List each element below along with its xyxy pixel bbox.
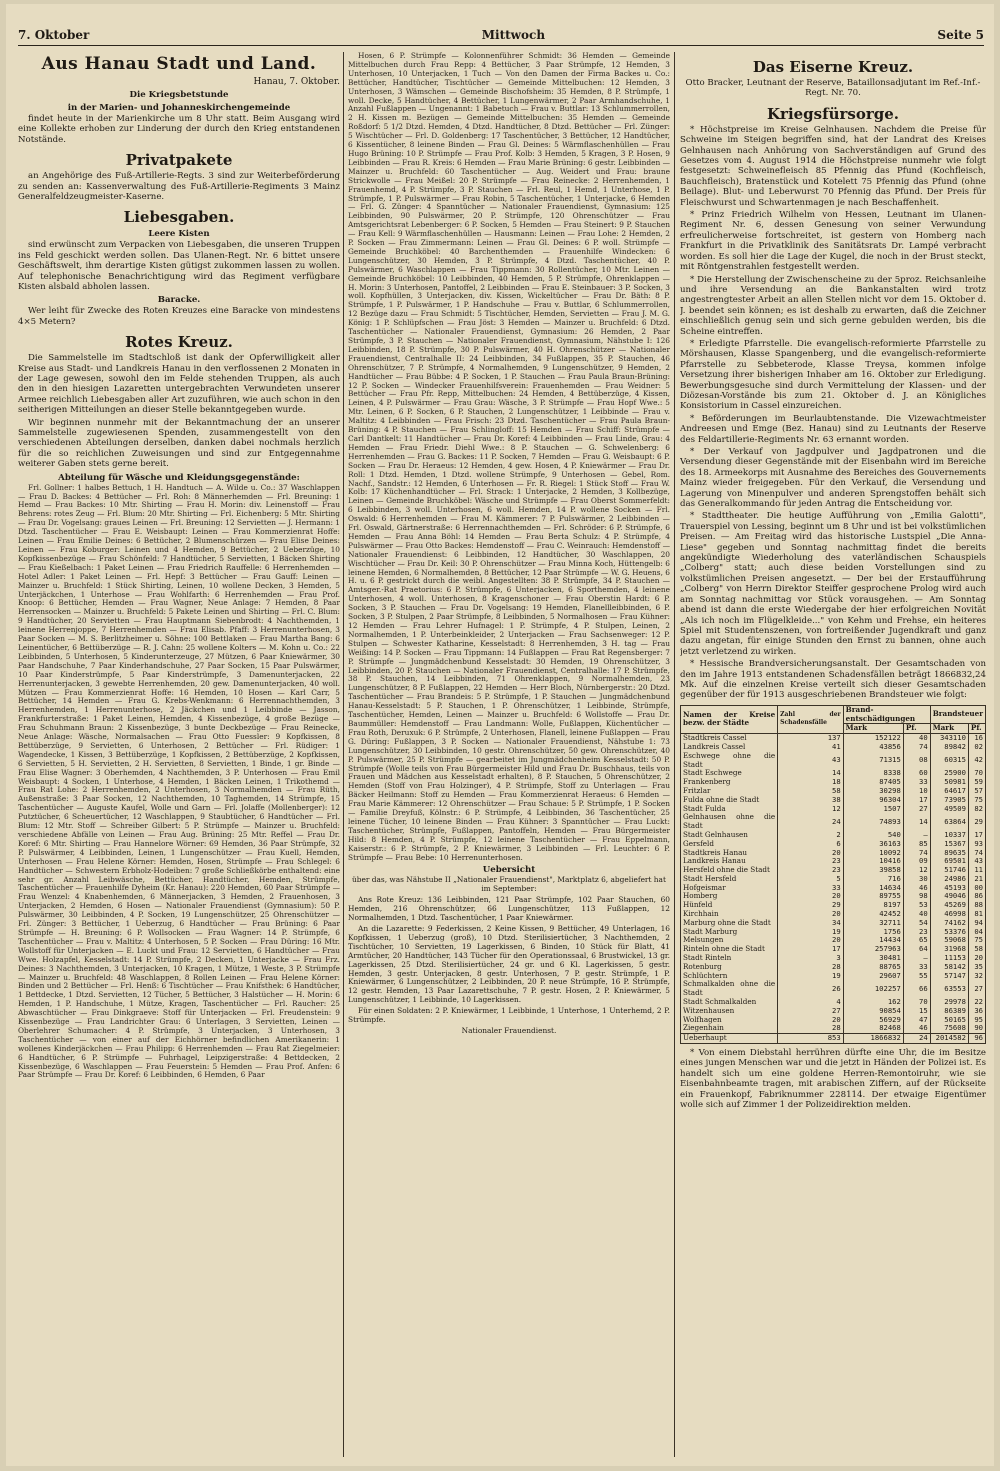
article-text: * Von einem Diebstahl herrühren dürfte eine Uhr, die im Besitze eines jungen Menschen war und die jetzt in Händen der Polizei ist. Es handelt sich um eine goldene Herren-Remontoiruhr, wie sie Eisenbahnbeamte tragen, mit arabischen Ziffern, auf der Rückseite ein Frauenkopf, Fabriknummer 228114. Der etwaige Eigentümer wolle sich auf Zimmer 1 der Polizeidirektion melden. bbox=[680, 1048, 986, 1111]
table-cell: 137 bbox=[778, 734, 844, 743]
table-cell: 18 bbox=[778, 778, 844, 787]
table-cell: 53376 bbox=[930, 928, 968, 937]
table-cell: 33 bbox=[778, 884, 844, 893]
table-cell: 59 bbox=[968, 778, 985, 787]
table-cell: 36163 bbox=[843, 840, 903, 849]
table-cell: Landkreis Hanau bbox=[681, 857, 778, 866]
table-cell: Stadt Fulda bbox=[681, 805, 778, 814]
table-cell: 716 bbox=[843, 875, 903, 884]
donation-list-text: Hosen, 6 P. Strümpfe — Kolonnenführer Schmidt: 36 Hemden — Gemeinde Mittelbuchen durch Frau Repp: 4 Bettücher, 3 Paar Strümpfe, 12 Hemden, 3 Unterhosen, 10 Unterjacken, 1 Tuch — Von den Damen der Firma Backes u. Co.: Bettücher, Handtücher, Tischtücher — Gemeinde Mittelbuchen: 12 Hemden, 3 Unterhosen, 3 Wämschen — Gemeinde Bischofsheim: 35 Hemden, 8 P. Strümpfe, 1 woll. Decke, 5 Handtücher, 4 Bettücher, 1 Lungenwärmer, 2 Paar Armhandschuhe, 1 Anzahl Fußlappen — Ungenannt: 1 Babetuch — Frau v. Buttlar: 13 Schlummerrollen, 2 H. Kissen m. Bezügen — Gemeinde Mittelbuchen: 35 Hemden — Gemeinde Roßdorf: 5 1/2 Dtzd. Hemden, 4 Dtzd. Handtücher, 8 Dtzd. Bettücher — Frl. Zünger: 5 Wischtücher — Frl. D. Goldenberg: 17 Taschentücher, 3 Bettücher, 12 Handtücher, 6 Kissentücher, 8 leinene Binden — Frau Gl. Deines: 5 Wärmflaschenhüllen — Frau Hugo Brüning: 10 P. Strümpfe — Frau Prof. Kolb: 3 Hemden, 5 Kragen, 3 P. Hosen, 9 Leibbinden — Frau R. Kreis: 6 Hemden — Frau Marie Brüning: 6 gestr. Leibbinden — Mainzer u. Bruchfeld: 60 Taschentücher — Aug. Weidert und Frau: braune Strickwolle — Frau Meißel: 20 P. Strümpfe — Frau Reinecke: 2 Herrenhemden, 1 Frauenhemd, 4 P. Strümpfe, 3 P. Stauchen — Frl. Reul, 1 Hemd, 1 Unterhose, 1 P. Strümpfe, 1 P. Pulswärmer — Frau Robin, 5 Taschentücher, 1 Unterjacke, 6 Hemden — Frl. G. Zünger: 4 Spanntücher — Nationaler Frauendienst, Gymnasium: 125 Leibbinden, 90 Pulswärmer, 20 P. Strümpfe, 120 Ohrenschützer — Frau Amtsgerichtsrat Lebenberger: 6 P. Socken, 5 Hemden — Frau Steinert: 9 P. Stauchen — Frau Kell: 9 Wärmflaschenhüllen — Hausmann: Leinen — Frau Lohe: 2 Hemden, 2 P. Socken — Frau Zimmermann: Leinen — Frau Gl. Deines: 6 P. woll. Strümpfe — Gemeinde Bruchköbel: 40 Barchenthemden — Frauenhilfe Windecken: 6 Lungenschützer, 30 Hemden, 3 P. Strümpfe, 4 Dtzd. Taschentücher, 40 P. Pulswärmer, 6 Waschlappen — Frau Tippmann: 30 Rollentücher, 10 Mtr. Leinen — Gemeinde Bruchköbel: 10 Leibbinden, 40 Hemden, 5 P. Strümpfe, Ohrenklappen — H. Morin: 3 Unterhosen, Pantoffel, 2 Leibbinden — Frau E. Steinbauer: 3 P. Socken, 3 woll. Kopfhüllen, 3 Unterjacken, div. Kissen, Wickeltücher — Frau Dr. Bäth: 8 P. Strümpfe, 1 P. Pulswärmer, 1 P. Handschuhe — Frau v. Buttlar, 6 Schlummerrollen, 12 Bezüge dazu — Frau Schmidt: 5 Tischtücher, Hemden, Servietten — Frau J. M. G. König: 1 P. Schlüpfschen — Frau Jöst: 3 Hemden — Mainzer u. Bruchfeld: 6 Dtzd. Taschentücher — Nationaler Frauendienst, Gymnasium: 26 Hemden, 2 Paar Strümpfe, 3 P. Stauchen — Nationaler Frauendienst, Gymnasium, Nähstube I: 126 Leibbinden, 18 P. Strümpfe, 30 P. Pulswärmer, 40 H. Ohrenschützer — Nationaler Frauendienst, Centralhalle II: 24 Leibbinden, 34 Fußlappen, 35 P. Stauchen, 46 Ohrenschützer, 7 P. Strümpfe, 4 Normalhemden, 9 Lungenschützer, 9 Hemden, 2 Handtücher — Frau Bübbe: 4 P. Socken, 1 P. Stauchen — Frau Paula Braun-Brüning: 12 P. Socken — Windecker Frauenhilfsverein: Frauenhemden — Frau Weidner: 5 Bettücher — Frau Pfr. Repp, Mittelbuchen: 24 Hemden, 4 Bettüberzüge, 4 Kissen, Leinen, 4 P. Pulswärmer — Frau Grau: Wäsche, 3 P. Strümpfe — Frau Hopf Wwe.: 5 Mtr. Leinen, 6 P. Socken, 6 P. Stauchen, 2 Lungenschützer, 1 Leibbinde — Frau v. Maltitz: 4 Leibbinden — Frau Frisch: 23 Dtzd. Taschentücher — Frau Paula Braun-Brüning: 4 P. Stauchen — Frau Schlingloff: 15 Hemden — Frau Schiff: Strümpfe — Carl Dantkelt: 11 Handtücher — Frau Dr. Koref: 4 Leibbinden — Frau Linde, Grau: 4 Hemden — Frau Friedr. Diehl Wwe.: 8 P. Stauchen — G. Schwelenberg: 6 Herrenhemden — Frau G. Backes: 11 P. Socken, 7 Hemden — Frau G. Weisbaupt: 6 P. Socken — Frau Dr. Heraeus: 12 Hemden, 4 gew. Hosen, 4 P. Kniewärmer — Frau Dr. Roll: 1 Dtzd. Hemden, 1 Dtzd. wollene Strümpfe, 9 Unterhosen — Gebel, Rom. Nachf., Sandstr.: 12 Hemden, 6 Unterhosen — Fr. R. Riegel: 1 Stück Stoff — Frau W. Kolb: 17 Küchenhandtücher — Frl. Strack: 1 Unterjacke, 2 Hemden, 3 Kollbezüge, Leinen — Gemeinde Bruchköbel: Wäsche und Strümpfe — Frau Oberst Sommerfeldt: 6 Leibbinden, 3 woll. Unterhosen, 6 woll. Hemden, 14 P. wollene Socken — Frl. Oswald: 6 Herrenhemden — Frau M. Kämmerer: 7 P. Pulswärmer, 2 Leibbinden — Frl. Oswald, Gärtnerstraße: 6 Herrennachthemden — Frl. Schröder: 6 P. Strümpfe, 6 Hemden — Frau Anna Böhl: 14 Hemden — Frau Berta Schulz: 4 P. Strümpfe, 4 Pulswärmer — Frau Otto Backes: Hemdenstoff — Frau C. Weinrauch: Hemdenstoff — Nationaler Frauendienst: 6 Leibbinden, 12 Handtücher, 30 Waschlappen, 20 Wischtücher — Frau Dr. Keil: 30 P. Ohrenschützer — Frau Minna Koch, Hüttengelb: 6 leinene Hemden, 6 Normalhemden, 8 Bettücher, 12 Paar Strümpfe — W. G. Heuens, 6 H. u. 6 P. gestrickt durch die weibl. Angestellten: 38 P. Strümpfe, 34 P. Stauchen — Amtsger.-Rat Praetorius: 6 P. Strümpfe, 6 Unterjacken, 6 Sporthemden, 4 leinene Unterhosen, 4 woll. Unterhosen, 8 Kragenschoner — Frau Oberstin Hardt: 6 P. Socken, 3 P. Stauchen — Frau Dr. Vogelsang: 19 Hemden, Flanellleibbinden, 6 P. Socken, 3 P. Stulpen, 2 Paar Strümpfe, 8 Leibbinden, 5 Normalhosen — Frau Kühner: 12 Hemden — Frau Lehrer Hufnagel: 1 P. Strümpfe, 4 P. Stulpen, Leinen, 2 Normalhemden, 1 P. Unterbeinkleider, 2 Unterjacken — Frau Sachsenweger: 12 P. Stulpen — Schwester Katharine, Kesselstadt: 8 Herrenhemden, 3 H. tag — Frau Weißing: 14 P. Socken — Frau Tippmann: 14 Fußlappen — Frau Rat Regensberger: 7 P. Strümpfe — Jungmädchenbund Kesselstadt: 30 Hemden, 19 Ohrenschützer, 3 Leibbinden, 20 P. Stauchen — Nationaler Frauendienst, Centralhalle: 17 P. Strümpfe, 38 P. Stauchen, 14 Leibbinden, 71 Ohrenklappen, 9 Normalhemden, 23 Lungenschützer, 8 P. Fußlappen, 22 Hemden — Herr Bloch, Nürnbergerstr.: 20 Dtzd. Taschentücher — Frau Brandeis: 5 P. Strümpfe, 1 P. Stauchen — Jungmädchenbund Hanau-Kesselstadt: 5 P. Stauchen, 1 P. Ohrenschützer, 1 Leibbinde, Strümpfe, Taschentücher, Hemden, Leinen — Mainzer u. Bruchfeld: 6 Wollstoffe — Frau Dr. Baummüller: Hemdenstoff — Frau Landmann: Wolle, Fußlappen, Küchentücher — Frau Roth, Deruxuk: 6 P. Strümpfe, 2 Unterhosen, Flanell, leinene Fußlappen — Frau G. Düring: Fußlappen, 3 P. Socken — Nationaler Frauendienst, Nähstube 1: 73 Lungenschützer, 30 Leibbinden, 10 gestr. Ohrenschützer, 50 gew. Ohrenschützer, 40 P. Pulswärmer, 25 P. Strümpfe — gearbeitet im Jungmädchenheim Kesselstadt: 50 P. Strümpfe (Wolle teils von Frau Bürgermeister Hild und Frau Dr. Buschhaus, teils von Frauen und Mädchen aus Kesselstadt erhalten), 8 P. Stauchen, 5 Ohrenschützer, 2 Hemden (Stoff von Frau Holzinger), 4 P. Strümpfe, Stoff zu Unterlagen — Frau Bäcker Heilmann: Stoff zu Hemden — Frau Kommerzienrat Heraeus: 6 Hemden — Frau Marie Kämmerer: 12 Ohrenschützer — Frau Schaue: 5 P. Strümpfe, 1 P. Socken — Familie Dreyfuß, Kölnstr.: 6 P. Strümpfe, 4 Leibbinden, 36 Taschentücher, 25 leinene Tücher, 10 leinene Binden — Frau Kühner: 3 Spanntücher — Frau Luckt: Taschentücher, Strümpfe, Fußlappen, Pantoffeln, Hemden — Frau Bürgermeister Hild: 8 Hemden, 4 P. Strümpfe, 12 leinene Taschentücher — Frau Eppelmann, Kaiserstr.: 6 P. Strümpfe, 2 P. Kniewärmer, 3 Leibbinden — Frl. Leuchter: 6 P. Strümpfe — Frau Bebe: 10 Herrenunterhosen. bbox=[348, 52, 670, 862]
article-subheading: in der Marien- und Johanneskirchengemeinde bbox=[67, 102, 291, 113]
table-cell: 49509 bbox=[930, 805, 968, 814]
table-row bbox=[681, 831, 986, 840]
table-cell: 23 bbox=[778, 857, 844, 866]
table-cell: 98 bbox=[903, 892, 930, 901]
article-heading: Rotes Kreuz. bbox=[125, 333, 233, 352]
table-cell: 6 bbox=[778, 840, 844, 849]
table-cell: 75608 bbox=[930, 1024, 968, 1033]
table-cell: — bbox=[903, 831, 930, 840]
table-cell: 11 bbox=[968, 866, 985, 875]
table-cell: 14 bbox=[778, 769, 844, 778]
header-page-number: Seite 5 bbox=[937, 28, 984, 42]
table-cell: 17 bbox=[968, 831, 985, 840]
table-cell: Stadt Hersfeld bbox=[681, 875, 778, 884]
table-cell: 63553 bbox=[930, 980, 968, 998]
table-cell: 39858 bbox=[843, 866, 903, 875]
table-cell: 88765 bbox=[843, 963, 903, 972]
table-cell: 5 bbox=[778, 875, 844, 884]
table-cell: Stadtkreis Hanau bbox=[681, 849, 778, 858]
table-cell: 71315 bbox=[843, 752, 903, 770]
table-cell: Rinteln ohne die Stadt bbox=[681, 945, 778, 954]
article-text: Die Sammelstelle im Stadtschloß ist dank der Opferwilligkeit aller Kreise aus Stadt- und Landkreis Hanau in den verflossenen 2 Monaten in der Lage gewesen, sowohl den im Felde stehenden Truppen, als auch den in den hiesigen Lazaretten untergebrachten Verwundeten unserer Armee reichlich Liebesgaben aller Art zuzuführen, wie auch schon in den seitherigen Mitteilungen an dieser Stelle bekanntgegeben wurde. bbox=[18, 353, 340, 416]
table-cell: Gersfeld bbox=[681, 840, 778, 849]
table-cell: 64617 bbox=[930, 787, 968, 796]
table-cell: 19 bbox=[778, 972, 844, 981]
table-cell: 02 bbox=[968, 743, 985, 752]
table-cell: Schlüchtern bbox=[681, 972, 778, 981]
table-cell: 58 bbox=[778, 787, 844, 796]
table-cell: 50165 bbox=[930, 1016, 968, 1025]
table-cell: 90 bbox=[968, 1024, 985, 1033]
table-cell: 89842 bbox=[930, 743, 968, 752]
table-cell: 10416 bbox=[843, 857, 903, 866]
table-cell: 17 bbox=[778, 945, 844, 954]
table-cell: 70 bbox=[903, 998, 930, 1007]
table-cell: 33 bbox=[903, 778, 930, 787]
table-cell: 8338 bbox=[843, 769, 903, 778]
table-cell: 09 bbox=[903, 857, 930, 866]
table-cell: 10337 bbox=[930, 831, 968, 840]
table-row bbox=[681, 813, 986, 831]
table-cell: Stadt Eschwege bbox=[681, 769, 778, 778]
table-cell: 86389 bbox=[930, 1007, 968, 1016]
table-cell: 89755 bbox=[843, 892, 903, 901]
table-cell: 57147 bbox=[930, 972, 968, 981]
table-cell: 11153 bbox=[930, 954, 968, 963]
table-cell: 59068 bbox=[930, 936, 968, 945]
table-cell: 42 bbox=[968, 752, 985, 770]
table-cell: 42452 bbox=[843, 910, 903, 919]
table-cell: 81 bbox=[968, 910, 985, 919]
dateline: Hanau, 7. Oktober. bbox=[253, 77, 340, 87]
table-cell: 24986 bbox=[930, 875, 968, 884]
article-subheading: Leere Kisten bbox=[148, 229, 210, 240]
table-cell: 24 bbox=[903, 1034, 930, 1044]
table-cell: 31968 bbox=[930, 945, 968, 954]
article-heading: Die Kriegsbetstunde bbox=[129, 89, 229, 100]
table-cell: 20 bbox=[778, 892, 844, 901]
table-cell: 14634 bbox=[843, 884, 903, 893]
article-text: sind erwünscht zum Verpacken von Liebesgaben, die unseren Truppen ins Feld geschickt werden sollen. Das Ulanen-Regt. Nr. 6 bittet unsere Geschäftswelt, ihm derartige Kisten gütigst zukommen lassen zu wollen. Auf telephonische Benachrichtigung wird das Regiment verfügbare Kisten alsbald abholen lassen. bbox=[18, 240, 340, 292]
table-cell: 65 bbox=[903, 936, 930, 945]
table-cell: 47 bbox=[903, 1016, 930, 1025]
table-cell: 49046 bbox=[930, 892, 968, 901]
table-body bbox=[681, 734, 986, 1044]
table-cell: Hersfeld ohne die Stadt bbox=[681, 866, 778, 875]
table-cell: Witzenhausen bbox=[681, 1007, 778, 1016]
table-cell: 29 bbox=[968, 813, 985, 831]
table-cell: 56929 bbox=[843, 1016, 903, 1025]
table-cell: 55 bbox=[903, 972, 930, 981]
table-cell: 20 bbox=[778, 936, 844, 945]
table-cell: 64 bbox=[903, 945, 930, 954]
article-heading: Privatpakete bbox=[125, 151, 233, 170]
table-cell: 41 bbox=[778, 743, 844, 752]
table-cell: 10092 bbox=[843, 849, 903, 858]
table-cell: 74 bbox=[903, 849, 930, 858]
table-total-row bbox=[681, 1034, 986, 1044]
table-cell: Fritzlar bbox=[681, 787, 778, 796]
table-cell: 540 bbox=[843, 831, 903, 840]
table-cell: 2014582 bbox=[930, 1034, 968, 1044]
table-header: Mark bbox=[843, 724, 903, 734]
table-cell: 69501 bbox=[930, 857, 968, 866]
page-header bbox=[18, 20, 984, 46]
table-cell: 17 bbox=[903, 796, 930, 805]
article-text: An die Lazarette: 9 Federkissen, 2 Keine Kissen, 9 Bettücher, 49 Unterlagen, 16 Kopfkissen, 1 Ueberzug (groß), 10 Dtzd. Sterilisiertücher, 3 Nachthemden, 2 Tischtücher, 10 Servietten, 19 Lagerkissen, 6 Binden, 10 Stück für Blatt, 41 Armtücher, 20 Handtücher, 143 Tücher für den Operationssaal, 6 Brustwickel, 13 gr. Lagerkissen, 25 Dtzd. Sterilisiertücher, 24 gr. und 6 Kl. Lagerkissen, 5 gestr. Hemden, 3 gestr. Unterjacken, 8 gestr. Unterhosen, 7 P. gestr. Strümpfe, 1 P. Kniewärmer, 6 Lungenschützer, 2 Leibbinden, 20 P. neue Strümpfe, 16 P. Strümpfe, 12 gestr. Hemden, 13 Paar Lazarettschuhe, 7 P. gestr. Hosen, 2 P. Kniewärmer, 5 Lungenschützer, 1 Leibbinde, 10 Lagerkissen. bbox=[348, 924, 670, 1005]
table-cell: 58 bbox=[968, 945, 985, 954]
table-cell: 38 bbox=[778, 796, 844, 805]
table-cell: 20 bbox=[778, 1016, 844, 1025]
table-header: Brandsteuer bbox=[930, 705, 985, 724]
column-rule bbox=[343, 52, 344, 1457]
table-cell: 93 bbox=[968, 840, 985, 849]
column-1 bbox=[18, 52, 340, 1462]
table-cell: 89635 bbox=[930, 849, 968, 858]
table-cell: — bbox=[903, 954, 930, 963]
table-cell: 20 bbox=[968, 954, 985, 963]
table-cell: 24 bbox=[778, 813, 844, 831]
table-row bbox=[681, 752, 986, 770]
newspaper-page bbox=[6, 4, 994, 1466]
article-text: Ans Rote Kreuz: 136 Leibbinden, 121 Paar Strümpfe, 102 Paar Stauchen, 60 Hemden, 216 Ohrenschützer, 66 Lungenschützer, 113 Fußlappen, 12 Normalhemden, 1 Dtzd. Taschentücher, 1 Paar Kniewärmer. bbox=[348, 895, 670, 923]
table-cell: 74893 bbox=[843, 813, 903, 831]
table-cell: Homberg bbox=[681, 892, 778, 901]
table-cell: 95 bbox=[968, 1016, 985, 1025]
table-cell: 343110 bbox=[930, 734, 968, 743]
table-cell: 85 bbox=[903, 840, 930, 849]
table-cell: 2 bbox=[778, 831, 844, 840]
table-cell: 102257 bbox=[843, 980, 903, 998]
article-text: über das, was Nähstube II „Nationaler Frauendienst", Marktplatz 6, abgeliefert hat im September: bbox=[352, 875, 666, 894]
table-cell: Stadt Schmalkalden bbox=[681, 998, 778, 1007]
header-weekday: Mittwoch bbox=[481, 28, 546, 42]
article-text: Otto Bracker, Leutnant der Reserve, Bataillonsadjutant im Ref.-Inf.-Regt. Nr. 70. bbox=[685, 78, 981, 99]
table-cell: 152122 bbox=[843, 734, 903, 743]
table-cell: 43 bbox=[968, 857, 985, 866]
table-cell: 27 bbox=[778, 1007, 844, 1016]
table-cell: 96304 bbox=[843, 796, 903, 805]
table-header: Mark bbox=[930, 724, 968, 734]
table-cell: 8197 bbox=[843, 901, 903, 910]
table-cell: Stadt Gelnhausen bbox=[681, 831, 778, 840]
table-cell: Stadtkreis Cassel bbox=[681, 734, 778, 743]
table-cell: 28 bbox=[778, 963, 844, 972]
column-rule bbox=[674, 52, 675, 1457]
column-3 bbox=[680, 52, 986, 1462]
table-cell: 14434 bbox=[843, 936, 903, 945]
article-subheading: Abteilung für Wäsche und Kleidungsgegenstände: bbox=[58, 472, 300, 483]
article-text: Wer leiht für Zwecke des Roten Kreuzes eine Baracke von mindestens 4×5 Metern? bbox=[18, 306, 340, 327]
table-cell: 04 bbox=[968, 928, 985, 937]
table-header: Namen der Kreise bezw. der Städte bbox=[681, 705, 778, 733]
table-cell: 50981 bbox=[930, 778, 968, 787]
table-cell: 21 bbox=[968, 875, 985, 884]
table-cell: Stadt Marburg bbox=[681, 928, 778, 937]
table-cell: Eschwege ohne die Stadt bbox=[681, 752, 778, 770]
table-cell: Landkreis Cassel bbox=[681, 743, 778, 752]
table-cell: 33 bbox=[903, 963, 930, 972]
table-cell: 57 bbox=[968, 787, 985, 796]
section-title: Aus Hanau Stadt und Land. bbox=[41, 54, 317, 74]
article-text: Für einen Soldaten: 2 P. Kniewärmer, 1 Leibbinde, 1 Unterhose, 1 Unterhemd, 2 P. Strümpfe. bbox=[348, 1006, 670, 1025]
table-cell: 90854 bbox=[843, 1007, 903, 1016]
article-heading: Uebersicht bbox=[482, 865, 536, 876]
table-cell: 28 bbox=[778, 1024, 844, 1033]
article-text: Wir beginnen nunmehr mit der Bekanntmachung der an unserer Sammelstelle zugewiesenen Spenden, zusammengestellt von den verschiedenen Abteilungen derselben, danken dabei nochmals herzlich für die so reichlichen Zuweisungen und sind zur Entgegennahme weiterer Gaben stets gerne bereit. bbox=[18, 417, 340, 470]
table-cell: Hofgeismar bbox=[681, 884, 778, 893]
table-cell: 1756 bbox=[843, 928, 903, 937]
table-cell: 53 bbox=[903, 901, 930, 910]
table-cell: 46998 bbox=[930, 910, 968, 919]
table-cell: 27 bbox=[968, 980, 985, 998]
table-cell: Gelnhausen ohne die Stadt bbox=[681, 813, 778, 831]
table-cell: 853 bbox=[778, 1034, 844, 1044]
table-cell: 16 bbox=[968, 734, 985, 743]
header-date: 7. Oktober bbox=[18, 28, 90, 42]
table-cell: Wolfhagen bbox=[681, 1016, 778, 1025]
table-cell: 74 bbox=[903, 743, 930, 752]
table-cell: Ziegenhain bbox=[681, 1024, 778, 1033]
table-cell: 54 bbox=[903, 919, 930, 928]
article-text: * Die Herstellung der Zwischenscheine zu der 5proz. Reichsanleihe und ihre Versendung an die Bankanstalten wird trotz angestrengtester Arbeit an allen Stellen nicht vor dem 15. Oktober d. J. beendet sein können; es ist deshalb zu erwarten, daß die Zeichner einschließlich genug sein und sich gerne gebulden werden, bis die Scheine eintreffen. bbox=[680, 274, 986, 337]
table-cell: Hünfeld bbox=[681, 901, 778, 910]
table-cell: 3 bbox=[778, 954, 844, 963]
table-cell: Stadt Rinteln bbox=[681, 954, 778, 963]
table-cell: 43856 bbox=[843, 743, 903, 752]
table-cell: 08 bbox=[903, 752, 930, 770]
table-cell: 4 bbox=[778, 998, 844, 1007]
table-cell: Schmalkalden ohne die Stadt bbox=[681, 980, 778, 998]
table-cell: 12 bbox=[778, 805, 844, 814]
table-header: Pf. bbox=[903, 724, 930, 734]
table-cell: Marburg ohne die Stadt bbox=[681, 919, 778, 928]
table-cell: 60315 bbox=[930, 752, 968, 770]
table-cell: 26 bbox=[778, 980, 844, 998]
table-cell: 14 bbox=[903, 813, 930, 831]
table-cell: 22 bbox=[968, 998, 985, 1007]
table-header: Brand-entschädigungen bbox=[843, 705, 930, 724]
article-text: * Hessische Brandversicherungsanstalt. Der Gesamtschaden von den im Jahre 1913 entstandenen Schadensfällen beträgt 1866832,24 Mk. Auf die einzelnen Kreise verteilt sich dieser Gesamtschaden gegenüber der für 1913 ausgeschriebenen Brandsteuer wie folgt: bbox=[680, 659, 986, 701]
table-cell: 23 bbox=[903, 928, 930, 937]
table-cell: 60 bbox=[903, 769, 930, 778]
table-cell: 40 bbox=[903, 734, 930, 743]
table-cell: Kirchhain bbox=[681, 910, 778, 919]
table-cell: 43 bbox=[778, 752, 844, 770]
article-text: * Höchstpreise im Kreise Gelnhausen. Nachdem die Preise für Schweine im Steigen begriffen sind, hat der Landrat des Kreises Gelnhausen nach Anhörung von Sachverständigen auf Grund des Gesetzes vom 4. August 1914 die Höchstpreise nunmehr wie folgt festgesetzt: Schweinefleisch 85 Pfennig das Pfund (Kochfleisch, Bauchfleisch), Bratenstück und Kotelett 75 Pfennig das Pfund (ohne Beilage). Blut- und Leberwurst 70 Pfennig das Pfund. Der Preis für Fleischwurst und Schwartenmagen je nach Beschaffenheit. bbox=[680, 124, 986, 208]
table-cell: 30 bbox=[903, 875, 930, 884]
article-text: * Erledigte Pfarrstelle. Die evangelisch-reformierte Pfarrstelle zu Mörshausen, Klasse Spangenberg, und die evangelisch-reformierte Pfarrstelle zu Sebbeterode, Klasse Treysa, kommen infolge Versetzung ihrer bisherigen Inhaber am 16. Oktober zur Erledigung. Bewerbungsgesuche sind durch Vermittelung der Klassen- und der Diözesan-Vorstände bis zum 21. Oktober d. J. an Königliches Konsistorium in Cassel einzureichen. bbox=[680, 338, 986, 412]
table-cell: 36 bbox=[968, 1007, 985, 1016]
table-cell: 45193 bbox=[930, 884, 968, 893]
table-cell: 15 bbox=[903, 1007, 930, 1016]
table-cell: 29978 bbox=[930, 998, 968, 1007]
table-cell: 88 bbox=[968, 901, 985, 910]
table-cell: 82468 bbox=[843, 1024, 903, 1033]
table-cell: 34 bbox=[778, 919, 844, 928]
table-cell: 30298 bbox=[843, 787, 903, 796]
table-cell: Frankenberg bbox=[681, 778, 778, 787]
table-cell: 25900 bbox=[930, 769, 968, 778]
table-cell: 10 bbox=[903, 787, 930, 796]
table-cell: 46 bbox=[903, 884, 930, 893]
table-cell: 32 bbox=[968, 972, 985, 981]
article-text: findet heute in der Marienkirche um 8 Uhr statt. Beim Ausgang wird eine Kollekte erhoben zur Linderung der durch den Krieg entstandenen Notstände. bbox=[18, 113, 340, 145]
table-row bbox=[681, 980, 986, 998]
brandsteuer-table bbox=[680, 705, 986, 1044]
table-cell: 32711 bbox=[843, 919, 903, 928]
table-cell: 74162 bbox=[930, 919, 968, 928]
table-cell: 70 bbox=[968, 769, 985, 778]
table-cell: 162 bbox=[843, 998, 903, 1007]
article-heading: Liebesgaben. bbox=[123, 208, 235, 227]
table-cell: Ueberhaupt bbox=[681, 1034, 778, 1044]
table-cell: 75 bbox=[968, 936, 985, 945]
table-cell: 45269 bbox=[930, 901, 968, 910]
table-cell: 73905 bbox=[930, 796, 968, 805]
table-cell: 87405 bbox=[843, 778, 903, 787]
table-cell: 82 bbox=[968, 805, 985, 814]
table-cell: 30481 bbox=[843, 954, 903, 963]
table-cell: 27 bbox=[903, 805, 930, 814]
table-cell: 51746 bbox=[930, 866, 968, 875]
table-cell: 20 bbox=[778, 849, 844, 858]
section-title: Kriegsfürsorge. bbox=[767, 104, 899, 123]
table-cell: Fulda ohne die Stadt bbox=[681, 796, 778, 805]
table-cell: 58142 bbox=[930, 963, 968, 972]
table-cell: 29 bbox=[778, 901, 844, 910]
table-cell: 96 bbox=[968, 1034, 985, 1044]
table-cell: 40 bbox=[903, 910, 930, 919]
table-cell: 35 bbox=[968, 963, 985, 972]
table-header: Zahl der Schadensfälle bbox=[778, 705, 844, 733]
article-text: * Der Verkauf von Jagdpulver und Jagdpatronen und die Versendung dieser Gegenstände mit der Eisenbahn wird im Bereiche des 18. Armeekorps mit Ausnahme des Bereiches des Gouvernements Mainz wieder freigegeben. Für den Verkauf, die Versendung und Lagerung von Minenpulver und anderen Sprengstoffen behält sich das Generalkommando für jeden Antrag die Entscheidung vor. bbox=[680, 447, 986, 510]
table-cell: Rotenburg bbox=[681, 963, 778, 972]
article-text: * Beförderungen im Beurlaubtenstande. Die Vizewachtmeister Andreesen und Emge (Bez. Hanau) sind zu Leutnants der Reserve des Feldartillerie-Regiments Nr. 63 ernannt worden. bbox=[680, 413, 986, 445]
article-text: an Angehörige des Fuß-Artillerie-Regts. 3 sind zur Weiterbeförderung zu senden an: Kassenverwaltung des Fuß-Artillerie-Regiments 3 Mainz Generalfeldzeugmeister-Kaserne. bbox=[18, 171, 340, 202]
donation-list-text: Frl. Gollner: 1 halbes Bettuch, 1 H. Handtuch — A. Wilde u. Co.: 37 Waschlappen — Frau D. Backes: 4 Bettücher — Frl. Roh: 8 Männerhemden — Frl. Breuning: 1 Hemd — Frau Backes: 10 Mtr. Shirting — Frau H. Morin: div. Leinenstoff — Frau Behrens: rotes Zeug — Frl. Blum: 20 Mtr. Shirting — Frl. Eichenberg: 5 Mtr. Shirting — Frau Dr. Vogelsang: graues Leinen — Frl. Breuning: 12 Servietten — J. Hermann: 1 Dtzd. Taschentücher — Frau E. Weisbaupt: Leinen — Frau Kommerzienrat Hoffe: Leinen — Frau Emilie Deines: 6 Bettücher, 2 Blumenschürzen — Frau Elise Deines: Leinen — Frau Koburger: Leinen und 4 Hemden, 9 Bettücher, 2 Ueberzüge, 10 Kopfkissenbezüge — Frau Schönfeld: 7 Handtücher, 5 Servietten, 1 Bäcken Shirting — Frau Kießelbach: 1 Paket Leinen — Frau Friedrich Rauffelle: 6 Herrenhemden — Hotel Adler: 1 Paket Leinen — Frl. Hepf: 3 Bettücher — Frau Gauff: Leinen — Mainzer u. Bruchfeld: 1 Stück Shirting, Leinen, 10 wollene Decken, 3 Hemden, 5 Unterjäckchen, 1 Unterhose — Frau Wohlfarth: 6 Herrenhemden — Frau Prof. Knoop: 6 Bettücher, Hemden — Frau Wagner, Neue Anlage: 7 Hemden, 8 Paar Herrensocken — Mainzer u. Bruchfeld: 5 Pakete Leinen und Shirting — Frl. C. Blum: 9 Handtücher, 20 Servietten — Frau Hauptmann Siebenbrodt: 4 Nachthemden, 1 leinene Herrenjoppe, 7 Herrenhemden — Frau Elisab. Pfaff: 3 Herrenunterhosen, 3 Paar Socken — M. S. Berlitzheimer u. Söhne: 100 Bettlaken — Frau Martha Bang: 6 Leinentücher, 6 Bettüberzüge — R. J. Cahn: 25 wollene Kolters — M. Kohn u. Co.: 22 Leibbinden, 5 Unterhosen, 5 Kinderunterzeuge, 27 Mützen, 6 Paar Kniewärmer, 30 Paar Handschuhe, 7 Paar Kinderhandschuhe, 27 Paar Socken, 15 Paar Pulswärmer, 10 Paar Kinderstrümpfe, 5 Paar Kinderstrümpfe, 3 Damenunterjacken, 22 Herrenunterjacken, 3 gewebte Herrenhemden, 20 gew. Damenunterjacken, 40 woll. Mützen — Frau Kommerzienrat Hoffe: 16 Hemden, 10 Hosen — Karl Carr, 5 Bettücher, 14 Hemden — Frau G. Krebs-Wenkmann: 6 Herrennachthemden, 3 Herrenhemden, 1 Herrenunterhose, 2 Jäckchen und 1 Leibbinde — Jasson, Frankfurterstraße: 1 Paket Leinen, Hemden, 4 Kissenbezüge, 4 große Bezüge — Frau Schuhmann Braun: 2 Kissenbezüge, 3 bunte Deckbezüge — Frau Reinecke, Neue Anlage: Wäsche, Normalsachen — Frau Otto Fuessler: 9 Kopfkissen, 8 Bettüberzüge, 9 Servietten, 6 Unterhosen, 2 Bettücher — Frl. Rüdiger: 1 Wagendecke, 1 Kissen, 3 Bettüberzüge, 1 Kopfkissen, 2 Bettüberzüge, 2 Kopfkissen, 6 Servietten, 5 H. Servietten, 2 H. Servietten, 8 Servietten, 1 Binde, 1 gr. Binde — Frau Elise Wagner: 3 Oberhemden, 4 Nachthemden, 3 P. Unterhosen — Frau Emil Weisbaupt: 4 Socken, 1 Unterhose, 4 Hemden, 1 Bäcken Leinen, 1 Trikothemd — Frau Rat Lohe: 2 Herrenhemden, 2 Unterhosen, 3 Normalhemden — Frau Rüth, Außenstraße: 3 Paar Socken, 12 Nachthemden, 10 Taghemden, 14 Strümpfe, 15 Taschentücher — Auguste Kaufel, Wolle und Garn — Frl. Jolaffe (Mollenberger): 12 Putztücher, 6 Scheuertücher, 12 Waschlappen, 9 Staubtücher, 6 Handtücher — Frl. Blum: 12 Mtr. Stoff — Schreiber Gilbert: 5 P. Strümpfe — Mainzer u. Bruchfeld: verschiedene Abfälle von Leinen — Frau Aug. Brüning: 25 Mtr. Reffel — Frau Dr. Koref: 6 Mtr. Shirting — Frau Hannelore Wörner: 69 Hemden, 36 Paar Strümpfe, 32 P. Pulswärmer, 4 Leibbinden, Leinen, 1 Lungenschützer — Frau Kuell, Hemden, Unterhosen — Frau Helene Körner: Hemden, Hosen, Strümpfe — Frau Schlegel: 6 Handtücher — Schwestern Erbholz-Hodeiben: 7 große Schließkörbe enthaltend: eine sehr gr. Anzahl Leibwäsche, Bettücher, Handtücher, Hemden, Strümpfe, Taschentücher — Frauenhilfe Dyheim (Kr. Hanau): 220 Hemden, 60 Paar Strümpfe — Frau Wenzel: 4 Knabenhemden, 6 Männerjacken, 3 Hemden, 2 Frauenhosen, 3 Unterjacken, 2 Hemden, 6 Hosen — Nationaler Frauendienst (Gymnasium): 50 P. Pulswärmer, 30 Leibbinden, 4 P. Socken, 19 Lungenschützer, 25 Ohrenschützer — Frl. Zünger: 3 Bettücher, 1 Ueberzug, 6 Handtücher — Frau Brüning: 6 Paar Strümpfe — H. Breuning: 6 P. Wollsocken — Frau Wagner: 14 P. Strümpfe, 6 Taschentücher — Frau v. Maltitz: 4 Unterhosen, 5 P. Socken — Frau Düring: 16 Mtr. Wollstoff für Unterjacken — E. Luckt und Frau: 12 Servietten, 6 Handtücher — Frau Wwe. Holzapfel, Kesselstadt: 14 P. Strümpfe, 2 Decken, 1 Unterjacke — Frau Frz. Deines: 3 Nachthemden, 3 Unterjacken, 10 Kragen, 1 Mütze, 1 Weste, 3 P. Strümpfe — Mainzer u. Bruchfeld: 48 Waschlappen, 8 Rollen Leinen — Frau Helene Körner: Binden und 2 Bettücher — Frl. Henß: 6 Tischtücher — Frau Knifsthek: 6 Handtücher, 1 Bettdecke, 1 Dtzd. Servietten, 12 Tücher, 5 Bettücher, 3 Halstücher — H. Morin: 6 Hemden, 1 P. Handschuhe, 1 Mütze, Kragen, Taschentücher — Frl. Raucher: 25 Abwaschtücher — Frau Dinkgraeve: Stoff für Unterjacken — Frl. Freudenstein: 9 Kissenbezüge — Frau Landrichter Grau: 6 Unterlagen, 3 Servietten, Leinen — Oberlehrer Schumacher: 4 P. Strümpfe, 3 Unterjacken, 3 Unterhosen, 3 Taschentücher — von einer auf der Eichhörner befindlichen Amerikanerin: 1 wollenes Kinderjäckchen — Frau Philipp: 6 Herrenhemden — Frau Rat Ziegelmeier: 6 Handtücher, 6 P. Strümpfe — Fuhrhagel, Leipzigerstraße: 4 Bettdecken, 2 Kissenbezüge, 6 Waschlappen — Frau Feuerstein: 5 Hemden — Frau Prof. Anfen: 6 Paar Strümpfe — Frau Dr. Koref: 6 Leibbinden, 6 Hemden, 6 Paar bbox=[18, 482, 340, 1080]
table-cell: 46 bbox=[903, 1024, 930, 1033]
table-cell: 66 bbox=[903, 980, 930, 998]
table-cell: 63864 bbox=[930, 813, 968, 831]
signature: Nationaler Frauendienst. bbox=[461, 1025, 557, 1035]
table-cell: 15367 bbox=[930, 840, 968, 849]
table-cell: 20 bbox=[778, 910, 844, 919]
table-cell: 29607 bbox=[843, 972, 903, 981]
table-cell: 1507 bbox=[843, 805, 903, 814]
table-cell: 1866832 bbox=[843, 1034, 903, 1044]
table-cell: 74 bbox=[968, 849, 985, 858]
article-heading: Das Eiserne Kreuz. bbox=[752, 58, 914, 76]
table-cell: 75 bbox=[968, 796, 985, 805]
table-header: Pf. bbox=[968, 724, 985, 734]
article-text: * Prinz Friedrich Wilhelm von Hessen, Leutnant im Ulanen-Regiment Nr. 6, dessen Genesung von seiner Verwundung erfreulicherweise fortschreitet, ist gestern von Homberg nach Frankfurt in die Privatklinik des Sanitätsrats Dr. Lampé verbracht worden. Es soll hier die Lage der Kugel, die noch in der Brust steckt, mit Röntgenstrahlen festgestellt werden. bbox=[680, 210, 986, 273]
table-cell: Melsungen bbox=[681, 936, 778, 945]
article-text: * Stadttheater. Die heutige Aufführung von „Emilia Galotti", Trauerspiel von Lessing, beginnt um 8 Uhr und ist bei volkstümlichen Preisen. — Am Freitag wird das historische Lustspiel „Die Anna-Liese" gegeben und Sonntag nachmittag findet die bereits angekündigte Wiederholung des vaterländischen Schauspiels „Colberg" statt; auch diese beiden Vorstellungen sind zu volkstümlichen Preisen angesetzt. — Der bei der Erstaufführung „Colberg" von Herrn Direktor Steiffer gesprochene Prolog wird auch am Sonntag nachmittag vor Stück vorausgehen. — Am Sonntag abend ist dann die erste Wiedergabe der hier erfolgreichen Novität „Als ich noch im Flügelkleide..." von Kehm und Frehse, ein heiteres Spiel mit Studentenszenen, von fortreißender Jugendkraft und ganz dazu angetan, für einige Stunden den Ernst zu bannen, ohne auch jetzt verletzend zu wirken. bbox=[680, 511, 986, 657]
table-cell: 19 bbox=[778, 928, 844, 937]
table-cell: 12 bbox=[903, 866, 930, 875]
table-cell: 257963 bbox=[843, 945, 903, 954]
table-cell: 86 bbox=[968, 892, 985, 901]
table-cell: 94 bbox=[968, 919, 985, 928]
column-2 bbox=[348, 52, 670, 1462]
table-cell: 23 bbox=[778, 866, 844, 875]
table-cell: 00 bbox=[968, 884, 985, 893]
article-heading: Baracke. bbox=[157, 295, 201, 306]
